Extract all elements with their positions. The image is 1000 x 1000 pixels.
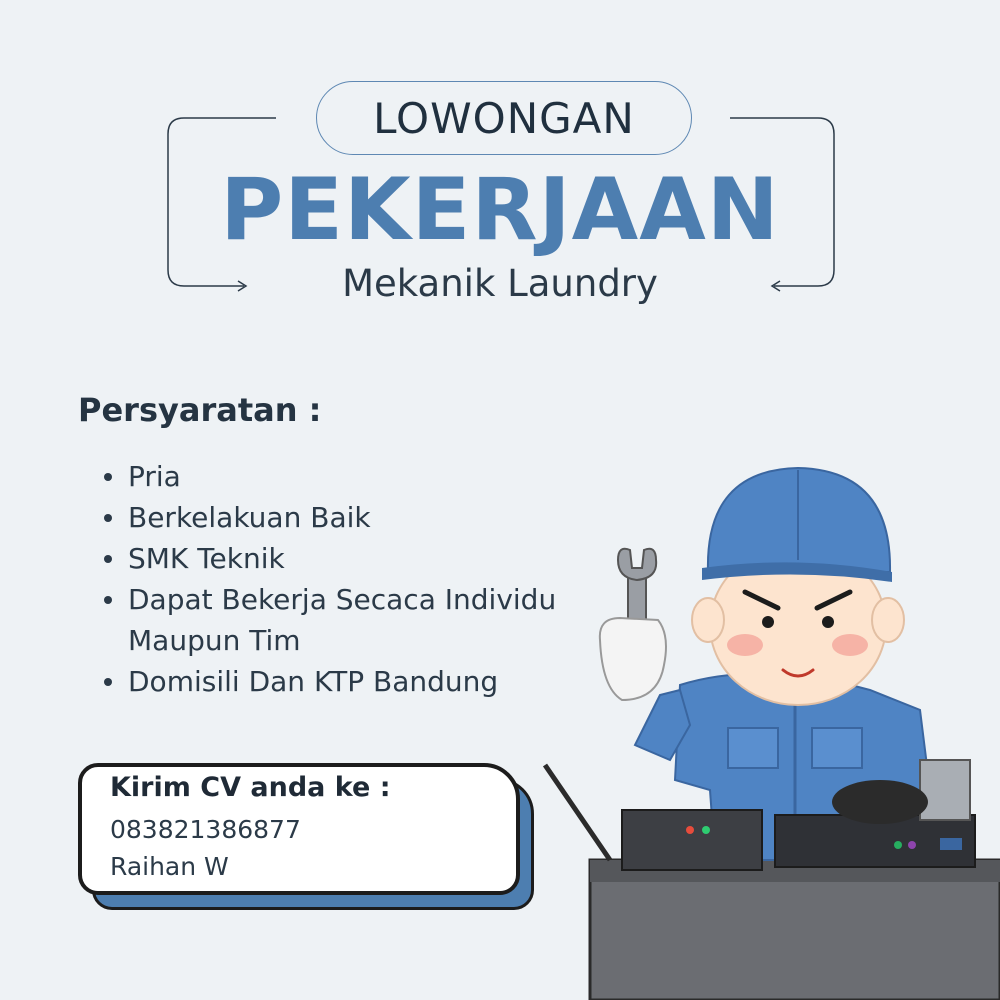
- contact-name: Raihan W: [110, 852, 229, 881]
- page-title: PEKERJAAN: [220, 160, 780, 260]
- list-item: Berkelakuan Baik: [102, 497, 618, 538]
- list-item: SMK Teknik: [102, 538, 618, 579]
- badge-text: LOWONGAN: [373, 93, 635, 143]
- requirements-heading: Persyaratan :: [78, 391, 322, 429]
- list-item: Domisili Dan KTP Bandung: [102, 661, 618, 702]
- list-item: Pria: [102, 456, 618, 497]
- contact-phone: 083821386877: [110, 815, 301, 844]
- list-item: Dapat Bekerja Secaca Individu Maupun Tim: [102, 579, 618, 661]
- header-badge: [316, 81, 692, 155]
- page-subtitle: Mekanik Laundry: [342, 262, 658, 305]
- contact-heading: Kirim CV anda ke :: [110, 772, 391, 803]
- mechanic-illustration-icon: [540, 460, 1000, 1000]
